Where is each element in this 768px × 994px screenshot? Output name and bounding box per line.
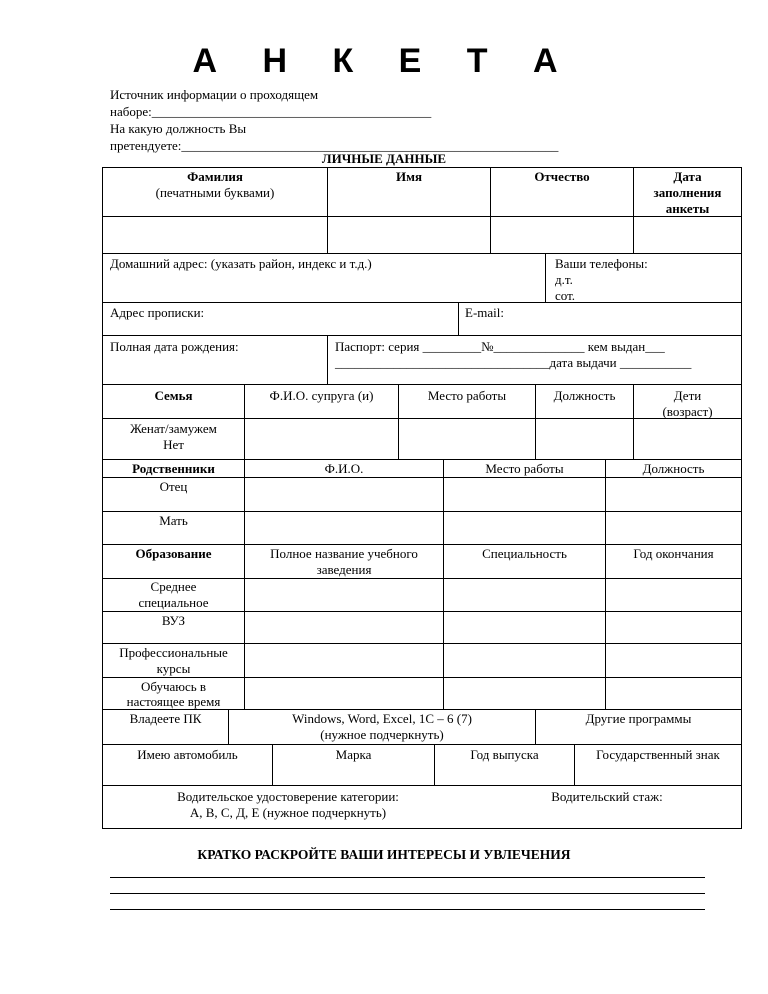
courses-label-1: Профессиональные	[119, 645, 228, 660]
children-header-1: Дети	[673, 388, 702, 403]
phones-label: Ваши телефоны:	[555, 256, 648, 271]
patronymic-label: Отчество	[534, 169, 590, 184]
registration-address-field[interactable]: Адрес прописки:	[110, 305, 205, 320]
interests-line-2[interactable]	[110, 893, 705, 894]
table-border-bottom	[102, 828, 742, 829]
grid-line	[102, 302, 742, 303]
pc-label: Владеете ПК	[129, 711, 202, 726]
grid-line	[102, 544, 742, 545]
patronymic-field[interactable]	[491, 217, 633, 253]
studying-label-2: настоящее время	[126, 694, 221, 709]
secondary-label-2: специальное	[138, 595, 209, 610]
relatives-fio-header: Ф.И.О.	[324, 461, 364, 476]
courses-label-2: курсы	[156, 661, 191, 676]
birth-date-field[interactable]: Полная дата рождения:	[110, 339, 239, 354]
driving-experience-label[interactable]: Водительский стаж:	[551, 789, 663, 804]
grid-line	[102, 477, 742, 478]
table-border-right	[741, 167, 742, 829]
surname-label: Фамилия	[187, 169, 243, 184]
spouse-header: Ф.И.О. супруга (и)	[269, 388, 374, 403]
name-field[interactable]	[328, 217, 490, 253]
grid-line	[102, 677, 742, 678]
source-label-line1: Источник информации о проходящем	[110, 87, 319, 102]
email-field[interactable]: E-mail:	[465, 305, 504, 320]
father-label: Отец	[159, 479, 188, 494]
secondary-label-1: Среднее	[150, 579, 197, 594]
children-header-2: (возраст)	[662, 404, 713, 419]
education-label: Образование	[135, 546, 212, 561]
fill-date-label-2: заполнения	[653, 185, 722, 200]
grid-line	[102, 253, 742, 254]
studying-label-1: Обучаюсь в	[140, 679, 207, 694]
specialty-header: Специальность	[482, 546, 567, 561]
married-label-2[interactable]: Нет	[163, 437, 184, 452]
intro-block	[110, 86, 558, 154]
car-plate-label[interactable]: Государственный знак	[596, 747, 720, 762]
interests-line-3[interactable]	[110, 909, 705, 910]
grid-line	[458, 302, 459, 336]
fill-date-label-1: Дата	[673, 169, 702, 184]
grid-line	[102, 611, 742, 612]
grid-line	[443, 544, 444, 710]
home-phone-field[interactable]: д.т.	[555, 272, 573, 287]
fill-date-label-3: анкеты	[665, 201, 710, 216]
graduation-year-header: Год окончания	[633, 546, 714, 561]
married-label-1[interactable]: Женат/замужем	[130, 421, 217, 436]
family-position-header: Должность	[553, 388, 616, 403]
institution-header-2: заведения	[316, 562, 372, 577]
car-label[interactable]: Имею автомобиль	[137, 747, 238, 762]
table-border-left	[102, 167, 103, 829]
family-label: Семья	[154, 388, 193, 403]
university-label: ВУЗ	[161, 613, 186, 628]
form-title: А Н К Е Т А	[192, 42, 576, 80]
grid-line	[102, 744, 742, 745]
fill-date-field[interactable]	[634, 217, 741, 253]
grid-line	[102, 511, 742, 512]
grid-line	[102, 643, 742, 644]
home-address-label[interactable]: Домашний адрес: (указать район, индекс и т.д.)	[110, 256, 372, 271]
grid-line	[545, 253, 546, 303]
surname-field[interactable]	[103, 217, 327, 253]
interests-title: КРАТКО РАСКРОЙТЕ ВАШИ ИНТЕРЕСЫ И УВЛЕЧЕНИЯ	[197, 847, 571, 862]
family-work-header: Место работы	[427, 388, 507, 403]
grid-line	[605, 544, 606, 710]
interests-line-1[interactable]	[110, 877, 705, 878]
grid-line	[327, 335, 328, 385]
relatives-position-header: Должность	[642, 461, 705, 476]
relatives-label: Родственники	[132, 461, 215, 476]
pc-programs-line-1[interactable]: Windows, Word, Excel, 1С – 6 (7)	[292, 711, 472, 726]
car-brand-label[interactable]: Марка	[335, 747, 372, 762]
other-programs-label[interactable]: Другие программы	[585, 711, 692, 726]
grid-line	[102, 384, 742, 385]
passport-line-1[interactable]: Паспорт: серия _________№______________ кем выдан___	[335, 339, 665, 354]
car-year-label[interactable]: Год выпуска	[470, 747, 539, 762]
license-label-1: Водительское удостоверение категории:	[177, 789, 399, 804]
section-personal-title: ЛИЧНЫЕ ДАННЫЕ	[321, 151, 447, 166]
position-field[interactable]: претендуете:__________________________________________________________	[110, 138, 559, 153]
source-field[interactable]: наборе:___________________________________________	[110, 104, 432, 119]
grid-line	[102, 785, 742, 786]
institution-header-1: Полное название учебного	[270, 546, 418, 561]
grid-line	[102, 335, 742, 336]
passport-line-2[interactable]: _________________________________дата выдачи ___________	[335, 355, 692, 370]
position-label-line1: На какую должность Вы	[110, 121, 247, 136]
table-border-top	[102, 167, 742, 168]
surname-note: (печатными буквами)	[155, 185, 275, 200]
relatives-work-header: Место работы	[485, 461, 564, 476]
mother-label: Мать	[159, 513, 188, 528]
grid-line	[102, 459, 742, 460]
mobile-phone-field[interactable]: сот.	[555, 288, 576, 303]
license-label-2[interactable]: А, В, С, Д, Е (нужное подчеркнуть)	[189, 805, 387, 820]
pc-programs-line-2: (нужное подчеркнуть)	[320, 727, 444, 742]
name-label: Имя	[396, 169, 422, 184]
